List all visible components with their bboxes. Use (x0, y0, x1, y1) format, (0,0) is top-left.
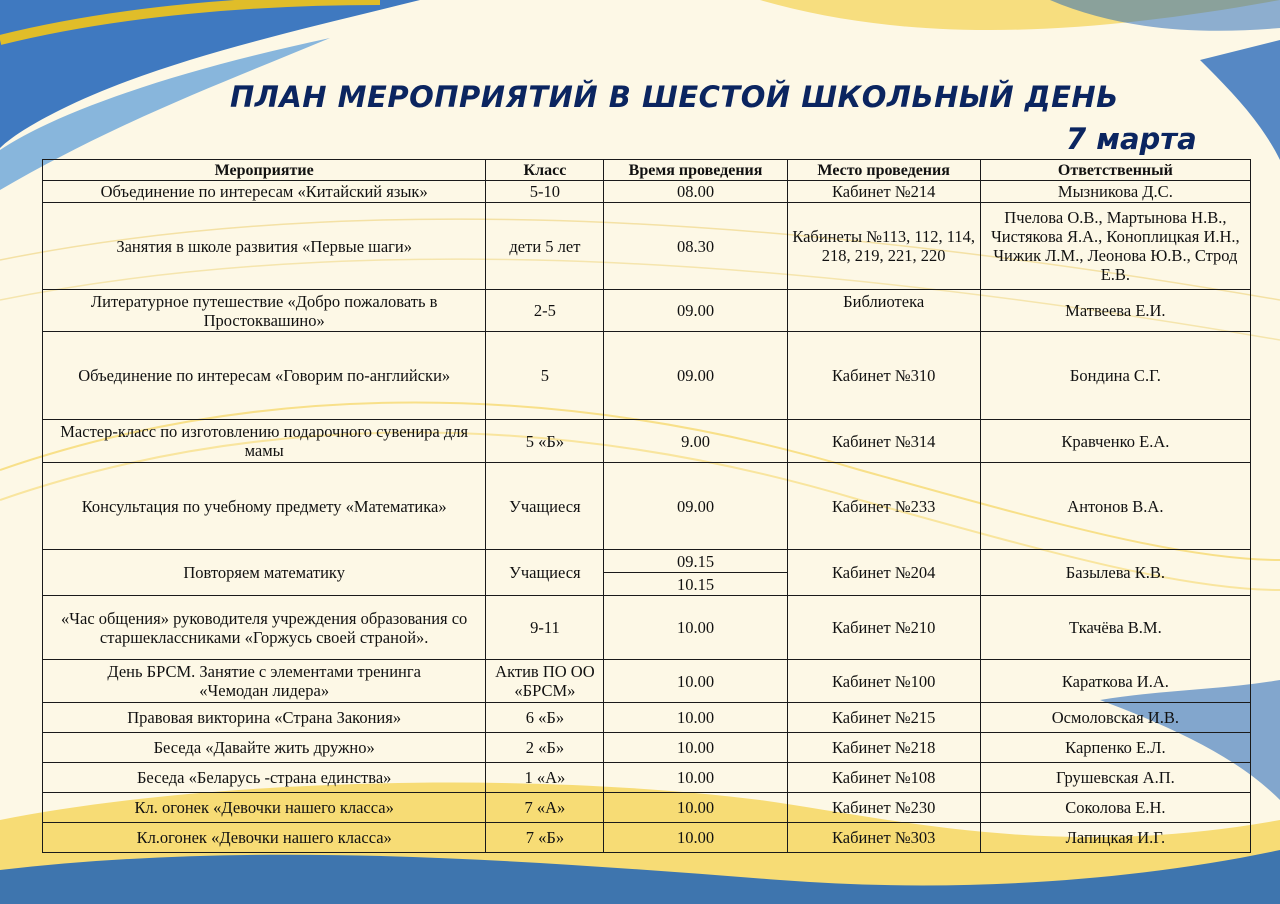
table-row (43, 181, 1251, 203)
cell-event: Консультация по учебному предмету «Математика» (43, 463, 486, 550)
column-header-time: Время проведения (604, 160, 787, 181)
cell-place: Кабинеты №113, 112, 114, 218, 219, 221, 220 (787, 203, 980, 290)
cell-time: 08.00 (604, 181, 787, 203)
cell-responsible: Карпенко Е.Л. (980, 733, 1250, 763)
cell-event: Занятия в школе развития «Первые шаги» (43, 203, 486, 290)
cell-time: 10.00 (604, 733, 787, 763)
cell-event: Объединение по интересам «Говорим по-английски» (43, 332, 486, 420)
cell-grade: 5 «Б» (486, 420, 604, 463)
cell-grade: дети 5 лет (486, 203, 604, 290)
cell-time: 08.30 (604, 203, 787, 290)
cell-responsible: Караткова И.А. (980, 660, 1250, 703)
cell-event: Правовая викторина «Страна Закония» (43, 703, 486, 733)
cell-responsible: Осмоловская И.В. (980, 703, 1250, 733)
cell-place: Кабинет №314 (787, 420, 980, 463)
cell-event: Литературное путешествие «Добро пожаловать в Простоквашино» (43, 290, 486, 332)
cell-place: Кабинет №218 (787, 733, 980, 763)
cell-event: Кл. огонек «Девочки нашего класса» (43, 793, 486, 823)
cell-grade: Актив ПО ОО «БРСМ» (486, 660, 604, 703)
cell-event: «Час общения» руководителя учреждения образования со старшеклассниками «Горжусь своей страной». (43, 596, 486, 660)
cell-time: 09.00 (604, 332, 787, 420)
column-header-grade: Класс (486, 160, 604, 181)
cell-responsible: Мызникова Д.С. (980, 181, 1250, 203)
cell-grade: 7 «А» (486, 793, 604, 823)
cell-responsible: Грушевская А.П. (980, 763, 1250, 793)
cell-place: Кабинет №215 (787, 703, 980, 733)
cell-responsible: Соколова Е.Н. (980, 793, 1250, 823)
column-header-place: Место проведения (787, 160, 980, 181)
table-row (43, 660, 1251, 703)
cell-event: Беседа «Давайте жить дружно» (43, 733, 486, 763)
cell-time-second: 10.15 (604, 573, 787, 596)
cell-event: Беседа «Беларусь -страна единства» (43, 763, 486, 793)
cell-place: Кабинет №233 (787, 463, 980, 550)
cell-time: 10.00 (604, 793, 787, 823)
cell-place: Библиотека (787, 290, 980, 332)
cell-place: Кабинет №214 (787, 181, 980, 203)
cell-grade: 5-10 (486, 181, 604, 203)
page-title: ПЛАН МЕРОПРИЯТИЙ В ШЕСТОЙ ШКОЛЬНЫЙ ДЕНЬ (230, 80, 1119, 114)
cell-responsible: Антонов В.А. (980, 463, 1250, 550)
event-date: 7 марта (1066, 122, 1197, 156)
cell-grade: 6 «Б» (486, 703, 604, 733)
cell-event: Мастер-класс по изготовлению подарочного сувенира для мамы (43, 420, 486, 463)
cell-time: 9.00 (604, 420, 787, 463)
cell-responsible: Ткачёва В.М. (980, 596, 1250, 660)
cell-responsible: Лапицкая И.Г. (980, 823, 1250, 853)
table-row (43, 420, 1251, 463)
cell-grade: 5 (486, 332, 604, 420)
column-header-event: Мероприятие (43, 160, 486, 181)
cell-place: Кабинет №100 (787, 660, 980, 703)
cell-time: 10.00 (604, 596, 787, 660)
cell-grade: 2 «Б» (486, 733, 604, 763)
cell-responsible: Матвеева Е.И. (980, 290, 1250, 332)
table-row (43, 793, 1251, 823)
cell-place: Кабинет №204 (787, 550, 980, 596)
cell-place: Кабинет №310 (787, 332, 980, 420)
table-row (43, 596, 1251, 660)
table-row (43, 203, 1251, 290)
table-header-row (43, 160, 1251, 181)
table-row (43, 290, 1251, 332)
cell-responsible: Кравченко Е.А. (980, 420, 1250, 463)
table-row (43, 733, 1251, 763)
cell-place: Кабинет №303 (787, 823, 980, 853)
cell-event: Повторяем математику (43, 550, 486, 596)
cell-event: Объединение по интересам «Китайский язык» (43, 181, 486, 203)
cell-grade: 9-11 (486, 596, 604, 660)
cell-grade: 7 «Б» (486, 823, 604, 853)
cell-grade: Учащиеся (486, 463, 604, 550)
table-row (43, 703, 1251, 733)
cell-time: 10.00 (604, 763, 787, 793)
cell-responsible: Пчелова О.В., Мартынова Н.В., Чистякова Я.А., Коноплицкая И.Н., Чижик Л.М., Леонова Ю.В., Строд Е.В. (980, 203, 1250, 290)
cell-event: День БРСМ. Занятие с элементами тренинга «Чемодан лидера» (43, 660, 486, 703)
cell-grade: 1 «А» (486, 763, 604, 793)
cell-responsible: Базылева К.В. (980, 550, 1250, 596)
table-row (43, 823, 1251, 853)
table-row (43, 550, 1251, 573)
cell-time: 09.00 (604, 463, 787, 550)
cell-place: Кабинет №108 (787, 763, 980, 793)
cell-time: 09.00 (604, 290, 787, 332)
cell-responsible: Бондина С.Г. (980, 332, 1250, 420)
table-row (43, 763, 1251, 793)
cell-time: 10.00 (604, 703, 787, 733)
cell-place: Кабинет №230 (787, 793, 980, 823)
cell-time: 09.15 (604, 550, 787, 573)
cell-event: Кл.огонек «Девочки нашего класса» (43, 823, 486, 853)
cell-place: Кабинет №210 (787, 596, 980, 660)
table-row (43, 332, 1251, 420)
cell-time: 10.00 (604, 660, 787, 703)
cell-time: 10.00 (604, 823, 787, 853)
cell-grade: 2-5 (486, 290, 604, 332)
table-row (43, 463, 1251, 550)
column-header-responsible: Ответственный (980, 160, 1250, 181)
schedule-table (42, 159, 1251, 853)
cell-grade: Учащиеся (486, 550, 604, 596)
